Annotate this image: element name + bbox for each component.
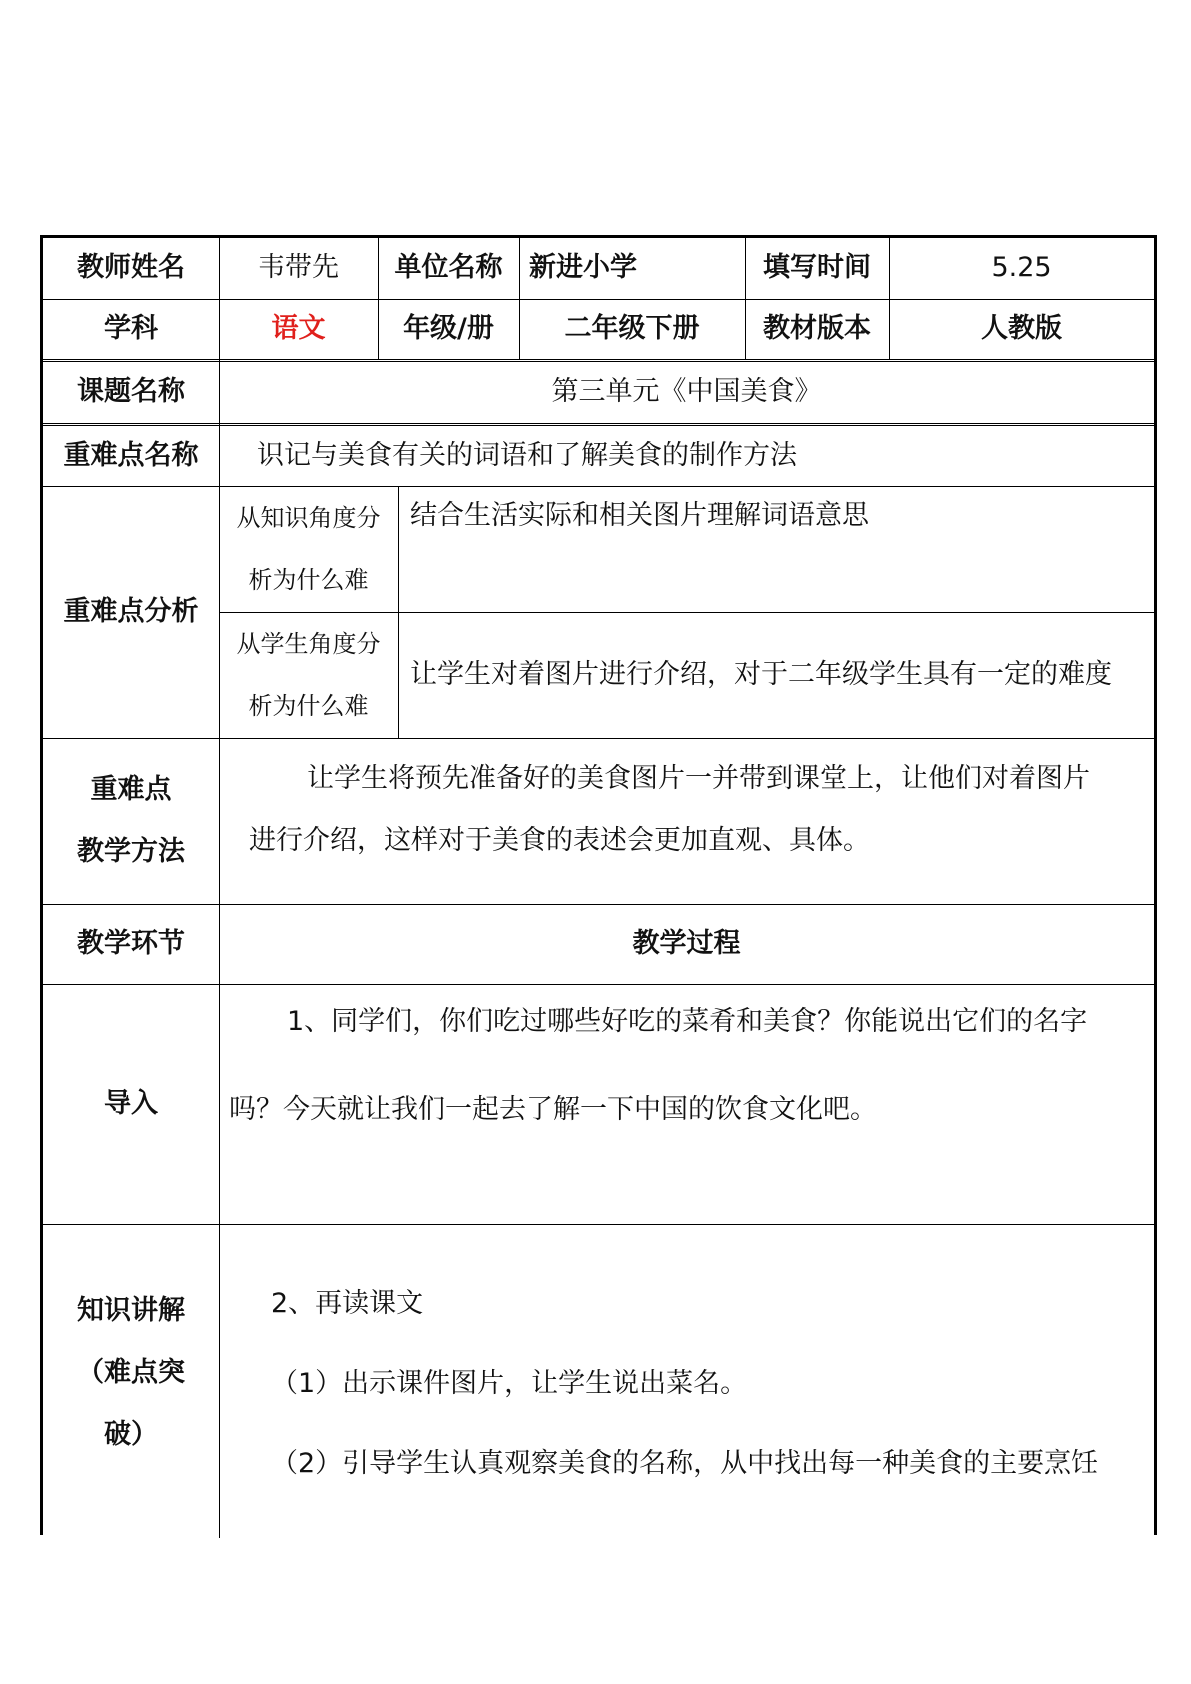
edition-value: 人教版 (981, 312, 1062, 344)
intro-label: 导入 (104, 1087, 158, 1119)
key-point-value: 识记与美食有关的词语和了解美食的制作方法 (257, 439, 797, 471)
knowledge-explain-label (43, 1224, 219, 1538)
method-text-line1: 让学生将预先准备好的美食图片一并带到课堂上，让他们对着图片 (307, 763, 1090, 794)
topic-value: 第三单元《中国美食》 (551, 376, 822, 408)
edition-label: 教材版本 (763, 312, 871, 344)
knowledge-angle-label (219, 486, 398, 612)
student-angle-line1: 从学生角度分 (236, 630, 381, 658)
method-label-line1: 重难点 (90, 774, 172, 805)
method-text (219, 738, 1154, 904)
method-label-line2: 教学方法 (77, 836, 185, 867)
teacher-name-label: 教师姓名 (77, 252, 185, 284)
teaching-step-label: 教学环节 (77, 927, 185, 959)
subject-value: 语文 (271, 312, 326, 344)
topic-label: 课题名称 (77, 376, 185, 408)
fill-date-label: 填写时间 (763, 252, 871, 284)
student-angle-line2: 析为什么难 (248, 692, 369, 720)
intro-text (219, 984, 1154, 1224)
key-point-label: 重难点名称 (63, 439, 199, 471)
knowledge-explain-line3: 破） (104, 1419, 158, 1450)
method-text-line2: 进行介绍，这样对于美食的表述会更加直观、具体。 (249, 825, 870, 856)
teaching-process-label: 教学过程 (632, 927, 741, 959)
subject-label: 学科 (104, 312, 158, 344)
grade-value: 二年级下册 (564, 312, 700, 344)
analysis-label: 重难点分析 (63, 595, 199, 627)
knowledge-angle-line1: 从知识角度分 (236, 504, 381, 532)
intro-text-line1: 1、同学们，你们吃过哪些好吃的菜肴和美食？你能说出它们的名字 (287, 1006, 1088, 1037)
student-angle-value: 让学生对着图片进行介绍，对于二年级学生具有一定的难度 (410, 658, 1112, 690)
intro-text-line2: 吗？今天就让我们一起去了解一下中国的饮食文化吧。 (229, 1094, 877, 1125)
knowledge-line-1: 2、再读课文 (271, 1288, 424, 1319)
grade-label: 年级/册 (403, 312, 494, 344)
knowledge-explain-line1: 知识讲解 (77, 1295, 185, 1326)
knowledge-line-3: （2）引导学生认真观察美食的名称，从中找出每一种美食的主要烹饪 (271, 1448, 1099, 1479)
unit-name-label: 单位名称 (394, 252, 503, 284)
teacher-name-value: 韦带先 (258, 252, 339, 284)
knowledge-angle-value: 结合生活实际和相关图片理解词语意思 (410, 500, 869, 531)
method-label (43, 738, 219, 904)
lesson-plan-table (40, 235, 1157, 1535)
unit-name-value: 新进小学 (529, 252, 637, 284)
knowledge-explain-line2: （难点突 (77, 1357, 185, 1388)
knowledge-angle-line2: 析为什么难 (248, 566, 369, 594)
knowledge-explain-text (219, 1224, 1154, 1538)
fill-date-value: 5.25 (991, 252, 1052, 284)
knowledge-line-2: （1）出示课件图片，让学生说出菜名。 (271, 1368, 748, 1399)
student-angle-label (219, 612, 398, 738)
